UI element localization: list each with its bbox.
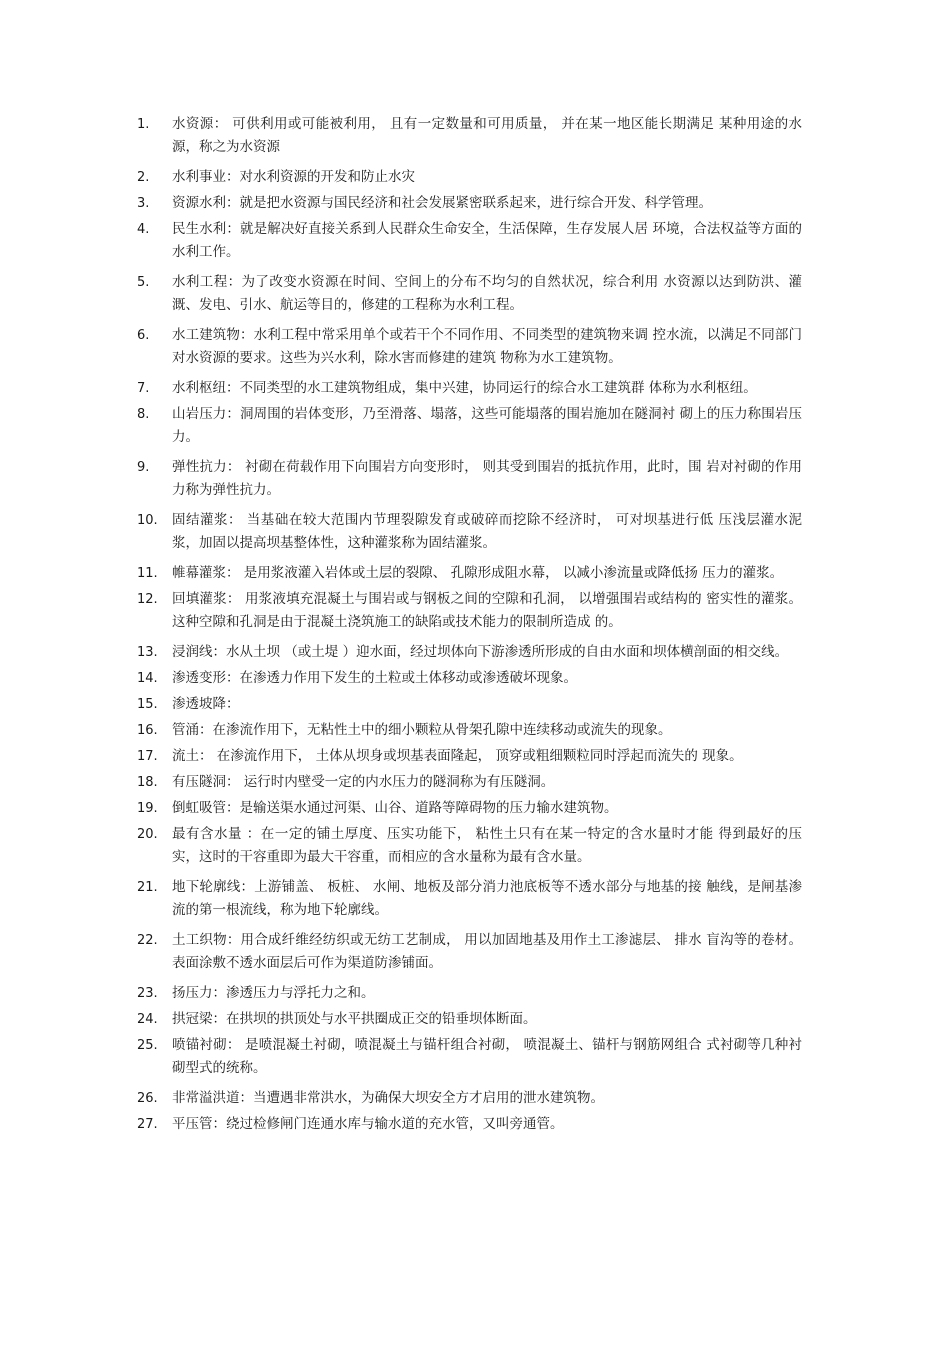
term-definition: 拱冠梁：在拱坝的拱顶处与水平拱圈成正交的铅垂坝体断面。 — [172, 1011, 537, 1027]
item-number: 21. — [137, 880, 158, 895]
list-item — [0, 693, 802, 716]
list-item — [0, 218, 802, 264]
list-item — [0, 667, 802, 690]
list-item — [0, 1087, 802, 1110]
item-number: 16. — [137, 723, 158, 738]
item-number: 13. — [137, 645, 158, 660]
term-definition: 倒虹吸管：是输送渠水通过河渠、山谷、道路等障碍物的压力输水建筑物。 — [172, 800, 618, 816]
list-item — [0, 166, 802, 189]
list-item — [0, 113, 802, 159]
term-definition: 水利工程：为了改变水资源在时间、空间上的分布不均匀的自然状况，综合利用 水资源以达到防洪、灌溉、发电、引水、航运等目的，修建的工程称为水利工程。 — [172, 274, 802, 313]
term-definition: 最有含水量 ：在一定的铺土厚度、压实功能下， 粘性土只有在某一特定的含水量时才能 得到最好的压实，这时的干容重即为最大干容重，而相应的含水量称为最有含水量。 — [172, 826, 802, 865]
list-item — [0, 377, 802, 400]
list-item — [0, 1008, 802, 1031]
item-number: 7. — [137, 381, 150, 396]
item-number: 12. — [137, 592, 158, 607]
item-number: 25. — [137, 1038, 158, 1053]
term-definition: 民生水利：就是解决好直接关系到人民群众生命安全，生活保障，生存发展人居 环境，合法权益等方面的水利工作。 — [172, 221, 802, 260]
term-definition: 有压隧洞： 运行时内壁受一定的内水压力的隧洞称为有压隧洞。 — [172, 774, 555, 790]
item-number: 22. — [137, 933, 158, 948]
term-definition: 山岩压力：洞周围的岩体变形，乃至滑落、塌落，这些可能塌落的围岩施加在隧洞衬 砌上的压力称围岩压力。 — [172, 406, 802, 445]
term-definition: 地下轮廓线：上游铺盖、 板桩、 水闸、地板及部分消力池底板等不透水部分与地基的接 触线，是闸基渗流的第一根流线，称为地下轮廓线。 — [172, 879, 802, 918]
term-definition: 浸润线：水从土坝 （或土堤 ）迎水面，经过坝体向下游渗透所形成的自由水面和坝体横剖面的相交线。 — [172, 644, 789, 660]
term-definition: 帷幕灌浆： 是用浆液灌入岩体或土层的裂隙、 孔隙形成阻水幕， 以减小渗流量或降低扬 压力的灌浆。 — [172, 565, 784, 581]
list-item — [0, 745, 802, 768]
list-item — [0, 797, 802, 820]
item-number: 17. — [137, 749, 158, 764]
term-definition: 水工建筑物：水利工程中常采用单个或若干个不同作用、不同类型的建筑物来调 控水流，以满足不同部门对水资源的要求。这些为兴水利，除水害而修建的建筑 物称为水工建筑物。 — [172, 327, 802, 366]
list-item — [0, 456, 802, 502]
term-definition: 扬压力：渗透压力与浮托力之和。 — [172, 985, 375, 1001]
item-number: 4. — [137, 222, 150, 237]
list-item — [0, 929, 802, 975]
term-definition: 土工织物：用合成纤维经纺织或无纺工艺制成， 用以加固地基及用作土工渗滤层、 排水 盲沟等的卷材。表面涂敷不透水面层后可作为渠道防渗铺面。 — [172, 932, 802, 971]
list-item — [0, 403, 802, 449]
term-definition: 水利枢纽：不同类型的水工建筑物组成，集中兴建，协同运行的综合水工建筑群 体称为水利枢纽。 — [172, 380, 757, 396]
list-item — [0, 771, 802, 794]
term-definition: 弹性抗力： 衬砌在荷载作用下向围岩方向变形时， 则其受到围岩的抵抗作用，此时，围 岩对衬砌的作用力称为弹性抗力。 — [172, 459, 802, 498]
item-number: 14. — [137, 671, 158, 686]
term-definition: 非常溢洪道：当遭遇非常洪水，为确保大坝安全方才启用的泄水建筑物。 — [172, 1090, 604, 1106]
term-definition: 流土： 在渗流作用下， 土体从坝身或坝基表面隆起， 顶穿或粗细颗粒同时浮起而流失的 现象。 — [172, 748, 743, 764]
item-number: 15. — [137, 697, 158, 712]
item-number: 23. — [137, 986, 158, 1001]
item-number: 26. — [137, 1091, 158, 1106]
term-definition: 平压管：绕过检修闸门连通水库与输水道的充水管，又叫旁通管。 — [172, 1116, 564, 1132]
item-number: 2. — [137, 170, 150, 185]
term-definition: 喷锚衬砌： 是喷混凝土衬砌，喷混凝土与锚杆组合衬砌， 喷混凝土、锚杆与钢筋网组合 式衬砌等几种衬砌型式的统称。 — [172, 1037, 802, 1076]
list-item — [0, 324, 802, 370]
list-item — [0, 509, 802, 555]
list-item — [0, 719, 802, 742]
list-item — [0, 876, 802, 922]
item-number: 8. — [137, 407, 150, 422]
item-number: 20. — [137, 827, 158, 842]
term-definition: 渗透坡降： — [172, 696, 240, 712]
term-definition: 回填灌浆： 用浆液填充混凝土与围岩或与钢板之间的空隙和孔洞， 以增强围岩或结构的 密实性的灌浆。 这种空隙和孔洞是由于混凝土浇筑施工的缺陷或技术能力的限制所造成 的。 — [172, 591, 802, 630]
list-item — [0, 641, 802, 664]
item-number: 10. — [137, 513, 158, 528]
item-number: 11. — [137, 566, 158, 581]
list-item — [0, 562, 802, 585]
item-number: 24. — [137, 1012, 158, 1027]
term-definition: 固结灌浆： 当基础在较大范围内节理裂隙发育或破碎而挖除不经济时， 可对坝基进行低 压浅层灌水泥浆，加固以提高坝基整体性，这种灌浆称为固结灌浆。 — [172, 512, 802, 551]
item-number: 1. — [137, 117, 150, 132]
list-item — [0, 192, 802, 215]
item-number: 18. — [137, 775, 158, 790]
item-number: 5. — [137, 275, 150, 290]
item-number: 27. — [137, 1117, 158, 1132]
item-number: 9. — [137, 460, 150, 475]
item-number: 6. — [137, 328, 150, 343]
item-number: 19. — [137, 801, 158, 816]
item-number: 3. — [137, 196, 150, 211]
list-item — [0, 271, 802, 317]
list-item — [0, 1034, 802, 1080]
list-item — [0, 823, 802, 869]
term-definition: 水利事业：对水利资源的开发和防止水灾 — [172, 169, 415, 185]
term-list — [0, 113, 950, 1136]
term-definition: 水资源： 可供利用或可能被利用， 且有一定数量和可用质量， 并在某一地区能长期满足 某种用途的水源，称之为水资源 — [172, 116, 802, 155]
term-definition: 渗透变形：在渗透力作用下发生的土粒或土体移动或渗透破坏现象。 — [172, 670, 577, 686]
list-item — [0, 588, 802, 634]
list-item — [0, 1113, 802, 1136]
list-item — [0, 982, 802, 1005]
term-definition: 资源水利：就是把水资源与国民经济和社会发展紧密联系起来，进行综合开发、科学管理。 — [172, 195, 712, 211]
term-definition: 管涌：在渗流作用下，无粘性土中的细小颗粒从骨架孔隙中连续移动或流失的现象。 — [172, 722, 672, 738]
